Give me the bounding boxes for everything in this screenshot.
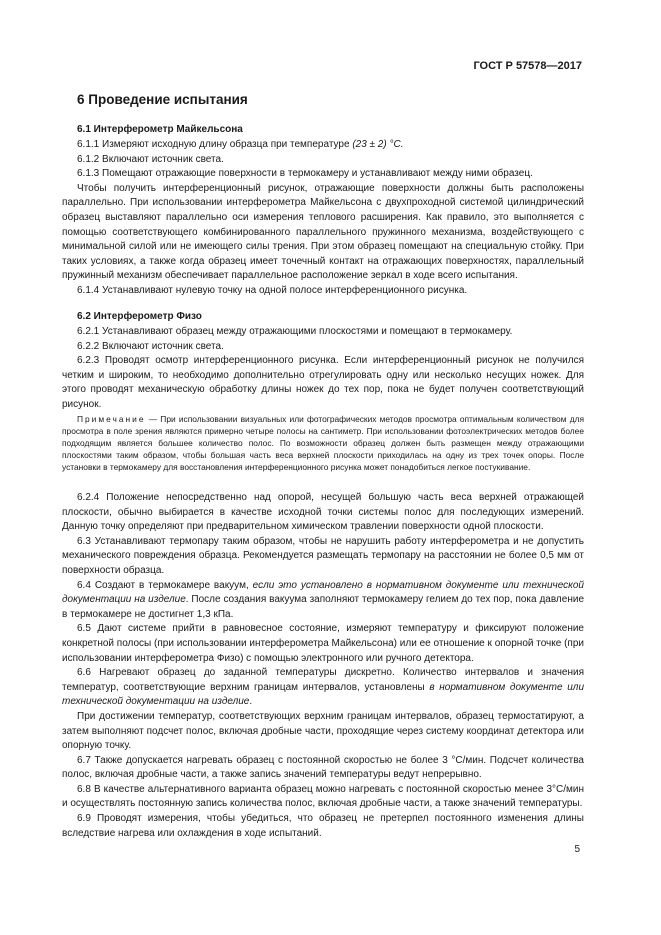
document-header: ГОСТ Р 57578—2017 [473, 60, 582, 72]
text: 6.1.1 Измеряют исходную длину образца при температуре [77, 139, 353, 150]
paragraph-6-6 [62, 666, 584, 710]
note-paragraph [62, 413, 584, 473]
note [62, 413, 584, 473]
subsection-title-6-1: 6.1 Интерферометр Майкельсона [77, 124, 243, 135]
paragraph-6-2-3: 6.2.3 Проводят осмотр интерференционного рисунка. Если интерференционный рисунок не получился четким и широким, то необходимо дополнительно отрегулировать одну или несколько несущих ножек. Для этого проводят механическую обработку длины ножек до тех пор, пока не будет получен соответствующий рисунок. [62, 355, 584, 410]
paragraph-6-1-3: 6.1.3 Помещают отражающие поверхности в термокамеру и устанавливают между ними образец. [77, 168, 533, 180]
italic-text: в нормативном документе или технической документации на изделие [62, 681, 585, 708]
block-6-2 [62, 325, 584, 413]
block-main [62, 491, 584, 841]
italic-text: (23 ± 2) °С. [352, 139, 404, 150]
paragraph-6-1-2: 6.1.2 Включают источник света. [77, 153, 224, 165]
text: 6.6 Нагревают образец до заданной температуры дискретно. Количество интервалов и значения температур, соответствующие верхним границам интервалов, установлены [62, 667, 584, 693]
paragraph-6-4 [62, 579, 584, 623]
block-6-1 [62, 138, 584, 299]
paragraph-6-1-4: 6.1.4 Устанавливают нулевую точку на одной полосе интерференционного рисунка. [77, 284, 468, 296]
paragraph-6-6-cont: При достижении температур, соответствующих верхним границам интервалов, образец термостатируют, а затем выполняют подсчет полос, включая дробные части, проходящие через систему координат детектора или опорную точку. [62, 710, 584, 752]
text: 6.4 Создают в термокамере вакуум, [77, 579, 253, 591]
paragraph-6-1-3-cont: Чтобы получить интерференционный рисунок, отражающие поверхности должны быть расположены параллельно. При использовании интерферометра Майкельсона с двухпроходной системой цилиндрический образец выставляют параллельно оси измерения теплового расширения. Как правило, это выполняется с помощью соответствующего комбинированного параллельного пружинного механизма, воздействующего с минимальной силой или не имеющего силы трения. При этом образец помещают на специальную стойку. При таких условиях, а также когда образец имеет точечный контакт на отражающих поверхностях, параллельный пружинный механизм обеспечивает параллельное расположение зеркал в ходе всего испытания. [62, 182, 584, 282]
note-label: Примечание [77, 414, 146, 424]
italic-text: если это установлено в нормативном документе или технической документации на изделие [62, 579, 584, 606]
text: . [249, 696, 253, 708]
subsection-title-6-2: 6.2 Интерферометр Физо [77, 311, 202, 322]
paragraph-6-2-4: 6.2.4 Положение непосредственно над опорой, несущей большую часть веса верхней отражающей плоскости, обычно выбирается в качестве исходной точки системы полос для последующих измерений. Данную точку определяют при предварительном химическом травлении поверхности одной плоскости. [62, 492, 584, 533]
paragraph-6-2-2: 6.2.2 Включают источник света. [77, 340, 224, 352]
note-text: — При использовании визуальных или фотографических методов просмотра оптимальным количеством для просмотра в поле зрения являются примерно четыре полосы на сантиметр. При использовании фотоэлектрических методов более подходящим является большее количество полос. По возможности образец должен быть размещен между отражающими плоскостями таким образом, чтобы большая часть веса верхней плоскости приходилась на одну из трех точек опоры. После установки в термокамеру для восстановления интерференционного рисунка может понадобиться легкое постукивание. [62, 414, 584, 472]
section-title: 6 Проведение испытания [77, 92, 248, 107]
paragraph-6-2-1: 6.2.1 Устанавливают образец между отражающими плоскостями и помещают в термокамеру. [77, 326, 513, 337]
paragraph-6-3: 6.3 Устанавливают термопару таким образом, чтобы не нарушить работу интерферометра и не допустить механического повреждения образца. Рекомендуется размещать термопару на расстоянии не более 0,5 мм от поверхности образца. [62, 535, 584, 576]
text: . После создания вакуума заполняют термокамеру гелием до тех пор, пока давление в термокамере не достигнет 1,3 кПа. [62, 594, 584, 620]
paragraph-6-1-1 [62, 138, 584, 153]
paragraph-6-7: 6.7 Также допускается нагревать образец с постоянной скоростью не более 3 °С/мин. Подсчет количества полос, включая дробные части, а также запись значений температуры ведут непрерывно. [62, 754, 584, 781]
page-number: 5 [574, 844, 580, 855]
paragraph-6-9: 6.9 Проводят измерения, чтобы убедиться, что образец не претерпел постоянного изменения длины вследствие нагрева или охлаждения в ходе испытаний. [62, 813, 584, 839]
paragraph-6-8: 6.8 В качестве альтернативного варианта образец можно нагревать с постоянной скоростью менее 3°С/мин и осуществлять постоянную запись количества полос, включая дробные части, а также значений температуры. [62, 783, 584, 810]
paragraph-6-5: 6.5 Дают системе прийти в равновесное состояние, измеряют температуру и фиксируют положение конкретной полосы (при использовании интерферометра Майкельсона) или ее отношение к опорной точке (при использовании интерферометра Физо) с помощью электронного или ручного детектора. [62, 623, 584, 664]
